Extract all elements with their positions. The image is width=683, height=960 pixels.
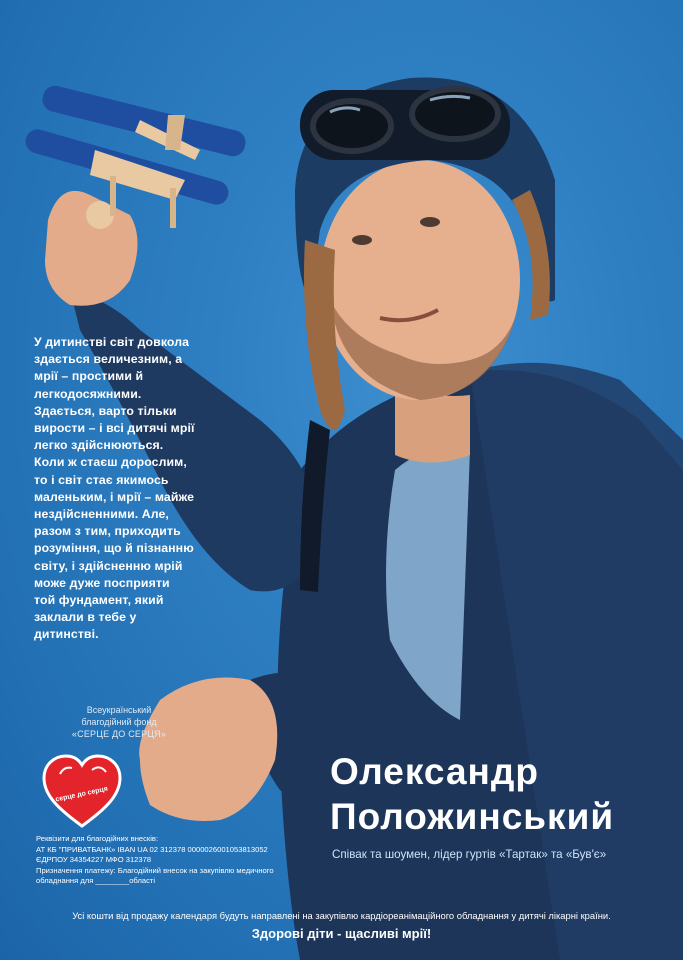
footer-note: Усі кошти від продажу календаря будуть направлені на закупівлю кардіореанімаційного обладнання у дитячі лікарні країни. [72,910,611,921]
fund-caption-line: Всеукраїнський [86,705,152,715]
person-first-name: Олександр [330,751,539,792]
pointing-hand [139,678,277,822]
slogan: Здорові діти - щасливі мрії! [251,926,432,941]
fund-name: «СЕРЦЕ ДО СЕРЦЯ» [71,729,167,739]
fund-caption [44,704,194,740]
quote-text: У дитинстві світ довкола здається величезним, а мрії – простими й легкодосяжними. Здається, варто тільки вирости – і всі дитячі мрії легко здійснюються. Коли ж стаєш дорослим, то і світ стає якимось маленьким, і мрії – майже нездійсненними. Але, разом з тим, приходить розуміння, що й пізнанню світу, і здійсненню мрій може дуже посприяти той фундамент, який заклали в тебе у дитинстві. [34,335,195,642]
bank-details [36,834,326,887]
payment-purpose-line: Призначення платежу: Благодійний внесок на закупівлю медичного [36,865,274,875]
bank-details-line: ЄДРПОУ 34354227 МФО 312378 [36,855,152,865]
fund-caption-line: благодійний фонд [81,717,157,727]
person-last-name: Положинський [330,796,615,837]
bank-details-title: Реквізити для благодійних внесків: [36,834,159,843]
person-subtitle: Співак та шоумен, лідер гуртів «Тартак» та «Був'є» [332,848,607,861]
payment-purpose-line: обладнання для ________області [36,876,156,886]
heart-logo-text: серце до серця [54,785,109,804]
goggles-icon [300,86,510,160]
heart-logo-icon [40,752,124,830]
bank-details-line: АТ КБ "ПРИВАТБАНК» IBAN UA 02 312378 0000026001053813052 [36,844,268,854]
